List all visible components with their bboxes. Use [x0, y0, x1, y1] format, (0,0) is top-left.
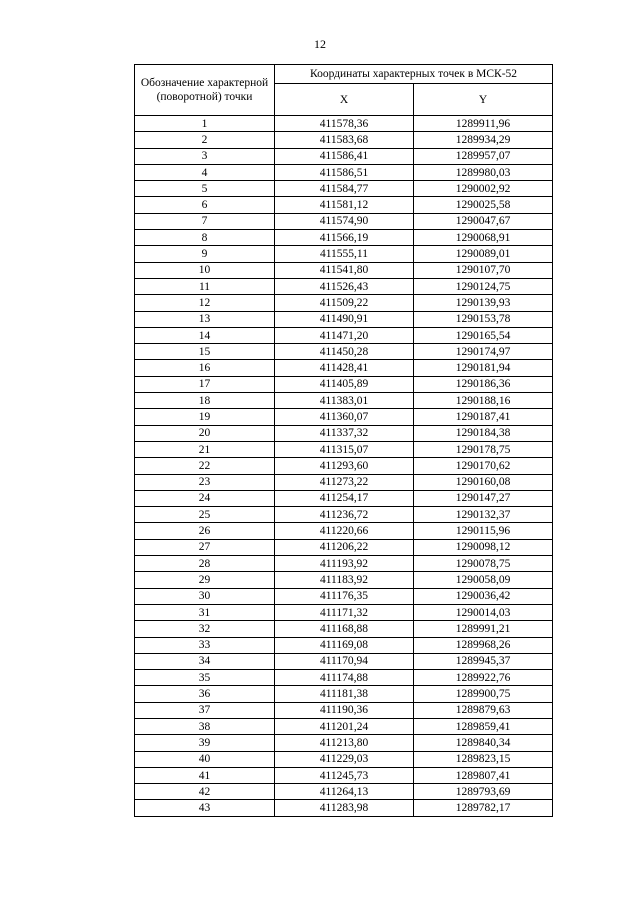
- header-y: Y: [414, 84, 553, 116]
- x-cell: 411264,13: [275, 784, 414, 800]
- table-row: [135, 490, 553, 506]
- table-row: [135, 327, 553, 343]
- point-cell: 18: [135, 393, 275, 409]
- x-cell: 411509,22: [275, 295, 414, 311]
- table-row: [135, 735, 553, 751]
- point-cell: 24: [135, 490, 275, 506]
- point-cell: 38: [135, 718, 275, 734]
- x-cell: 411428,41: [275, 360, 414, 376]
- point-cell: 43: [135, 800, 275, 816]
- point-cell: 17: [135, 376, 275, 392]
- table-row: [135, 181, 553, 197]
- x-cell: 411586,51: [275, 164, 414, 180]
- x-cell: 411583,68: [275, 132, 414, 148]
- y-cell: 1290187,41: [414, 409, 553, 425]
- y-cell: 1289934,29: [414, 132, 553, 148]
- x-cell: 411360,07: [275, 409, 414, 425]
- x-cell: 411171,32: [275, 604, 414, 620]
- table-header: [135, 65, 553, 116]
- table-row: [135, 474, 553, 490]
- x-cell: 411574,90: [275, 213, 414, 229]
- x-cell: 411170,94: [275, 653, 414, 669]
- point-cell: 31: [135, 604, 275, 620]
- point-cell: 26: [135, 523, 275, 539]
- point-cell: 3: [135, 148, 275, 164]
- x-cell: 411541,80: [275, 262, 414, 278]
- y-cell: 1290047,67: [414, 213, 553, 229]
- x-cell: 411213,80: [275, 735, 414, 751]
- y-cell: 1290124,75: [414, 278, 553, 294]
- x-cell: 411206,22: [275, 539, 414, 555]
- x-cell: 411566,19: [275, 230, 414, 246]
- header-point-designation: Обозначение характерной (поворотной) точки: [135, 65, 275, 116]
- point-cell: 28: [135, 556, 275, 572]
- x-cell: 411168,88: [275, 621, 414, 637]
- point-cell: 42: [135, 784, 275, 800]
- x-cell: 411273,22: [275, 474, 414, 490]
- point-cell: 12: [135, 295, 275, 311]
- y-cell: 1290147,27: [414, 490, 553, 506]
- x-cell: 411193,92: [275, 556, 414, 572]
- x-cell: 411405,89: [275, 376, 414, 392]
- x-cell: 411586,41: [275, 148, 414, 164]
- table-row: [135, 507, 553, 523]
- x-cell: 411526,43: [275, 278, 414, 294]
- table-row: [135, 393, 553, 409]
- x-cell: 411584,77: [275, 181, 414, 197]
- table-row: [135, 458, 553, 474]
- table-row: [135, 441, 553, 457]
- table-row: [135, 425, 553, 441]
- table-row: [135, 686, 553, 702]
- y-cell: 1290089,01: [414, 246, 553, 262]
- x-cell: 411315,07: [275, 441, 414, 457]
- table-row: [135, 523, 553, 539]
- y-cell: 1290186,36: [414, 376, 553, 392]
- x-cell: 411450,28: [275, 344, 414, 360]
- table-row: [135, 164, 553, 180]
- point-cell: 27: [135, 539, 275, 555]
- y-cell: 1290107,70: [414, 262, 553, 278]
- table-row: [135, 360, 553, 376]
- y-cell: 1290165,54: [414, 327, 553, 343]
- y-cell: 1290160,08: [414, 474, 553, 490]
- point-cell: 23: [135, 474, 275, 490]
- y-cell: 1289922,76: [414, 670, 553, 686]
- point-cell: 30: [135, 588, 275, 604]
- x-cell: 411169,08: [275, 637, 414, 653]
- point-cell: 36: [135, 686, 275, 702]
- x-cell: 411581,12: [275, 197, 414, 213]
- header-coordinates-group: Координаты характерных точек в МСК-52: [275, 65, 553, 84]
- point-cell: 25: [135, 507, 275, 523]
- point-cell: 20: [135, 425, 275, 441]
- point-cell: 15: [135, 344, 275, 360]
- point-cell: 5: [135, 181, 275, 197]
- coordinates-table: [134, 64, 553, 817]
- point-cell: 10: [135, 262, 275, 278]
- x-cell: 411176,35: [275, 588, 414, 604]
- x-cell: 411555,11: [275, 246, 414, 262]
- table-row: [135, 197, 553, 213]
- y-cell: 1289840,34: [414, 735, 553, 751]
- x-cell: 411337,32: [275, 425, 414, 441]
- x-cell: 411471,20: [275, 327, 414, 343]
- x-cell: 411201,24: [275, 718, 414, 734]
- table-row: [135, 588, 553, 604]
- point-cell: 22: [135, 458, 275, 474]
- y-cell: 1289991,21: [414, 621, 553, 637]
- table-row: [135, 670, 553, 686]
- y-cell: 1290068,91: [414, 230, 553, 246]
- header-x: X: [275, 84, 414, 116]
- table-body: [135, 116, 553, 817]
- y-cell: 1290181,94: [414, 360, 553, 376]
- point-cell: 14: [135, 327, 275, 343]
- x-cell: 411220,66: [275, 523, 414, 539]
- y-cell: 1290132,37: [414, 507, 553, 523]
- point-cell: 13: [135, 311, 275, 327]
- table-row: [135, 278, 553, 294]
- x-cell: 411181,38: [275, 686, 414, 702]
- point-cell: 8: [135, 230, 275, 246]
- point-cell: 16: [135, 360, 275, 376]
- y-cell: 1289980,03: [414, 164, 553, 180]
- y-cell: 1290014,03: [414, 604, 553, 620]
- table-row: [135, 702, 553, 718]
- y-cell: 1290025,58: [414, 197, 553, 213]
- point-cell: 32: [135, 621, 275, 637]
- x-cell: 411578,36: [275, 116, 414, 132]
- y-cell: 1289879,63: [414, 702, 553, 718]
- table-row: [135, 718, 553, 734]
- y-cell: 1289807,41: [414, 767, 553, 783]
- point-cell: 2: [135, 132, 275, 148]
- point-cell: 33: [135, 637, 275, 653]
- point-cell: 1: [135, 116, 275, 132]
- table-row: [135, 409, 553, 425]
- y-cell: 1290058,09: [414, 572, 553, 588]
- y-cell: 1289957,07: [414, 148, 553, 164]
- table-row: [135, 604, 553, 620]
- table-row: [135, 116, 553, 132]
- x-cell: 411236,72: [275, 507, 414, 523]
- y-cell: 1289782,17: [414, 800, 553, 816]
- x-cell: 411254,17: [275, 490, 414, 506]
- x-cell: 411490,91: [275, 311, 414, 327]
- x-cell: 411183,92: [275, 572, 414, 588]
- table-row: [135, 132, 553, 148]
- point-cell: 29: [135, 572, 275, 588]
- y-cell: 1290115,96: [414, 523, 553, 539]
- x-cell: 411190,36: [275, 702, 414, 718]
- table-row: [135, 246, 553, 262]
- y-cell: 1289859,41: [414, 718, 553, 734]
- table-row: [135, 800, 553, 816]
- point-cell: 35: [135, 670, 275, 686]
- table-row: [135, 376, 553, 392]
- y-cell: 1290078,75: [414, 556, 553, 572]
- point-cell: 39: [135, 735, 275, 751]
- y-cell: 1289823,15: [414, 751, 553, 767]
- point-cell: 41: [135, 767, 275, 783]
- y-cell: 1290153,78: [414, 311, 553, 327]
- x-cell: 411283,98: [275, 800, 414, 816]
- x-cell: 411245,73: [275, 767, 414, 783]
- page-number: 12: [314, 37, 326, 51]
- y-cell: 1289968,26: [414, 637, 553, 653]
- y-cell: 1290178,75: [414, 441, 553, 457]
- table-row: [135, 653, 553, 669]
- table-row: [135, 344, 553, 360]
- y-cell: 1290036,42: [414, 588, 553, 604]
- y-cell: 1289945,37: [414, 653, 553, 669]
- table-row: [135, 148, 553, 164]
- y-cell: 1290139,93: [414, 295, 553, 311]
- x-cell: 411293,60: [275, 458, 414, 474]
- x-cell: 411174,88: [275, 670, 414, 686]
- table-row: [135, 767, 553, 783]
- y-cell: 1290174,97: [414, 344, 553, 360]
- point-cell: 4: [135, 164, 275, 180]
- table-row: [135, 262, 553, 278]
- y-cell: 1290188,16: [414, 393, 553, 409]
- point-cell: 9: [135, 246, 275, 262]
- point-cell: 6: [135, 197, 275, 213]
- table-row: [135, 784, 553, 800]
- point-cell: 7: [135, 213, 275, 229]
- x-cell: 411229,03: [275, 751, 414, 767]
- table-row: [135, 621, 553, 637]
- y-cell: 1289793,69: [414, 784, 553, 800]
- y-cell: 1290098,12: [414, 539, 553, 555]
- point-cell: 11: [135, 278, 275, 294]
- point-cell: 40: [135, 751, 275, 767]
- table-row: [135, 230, 553, 246]
- point-cell: 34: [135, 653, 275, 669]
- point-cell: 19: [135, 409, 275, 425]
- x-cell: 411383,01: [275, 393, 414, 409]
- y-cell: 1290170,62: [414, 458, 553, 474]
- table-row: [135, 637, 553, 653]
- table-row: [135, 556, 553, 572]
- y-cell: 1289900,75: [414, 686, 553, 702]
- table-row: [135, 751, 553, 767]
- point-cell: 37: [135, 702, 275, 718]
- y-cell: 1289911,96: [414, 116, 553, 132]
- table-row: [135, 295, 553, 311]
- table-row: [135, 539, 553, 555]
- table-row: [135, 311, 553, 327]
- y-cell: 1290002,92: [414, 181, 553, 197]
- table-row: [135, 572, 553, 588]
- y-cell: 1290184,38: [414, 425, 553, 441]
- point-cell: 21: [135, 441, 275, 457]
- table-row: [135, 213, 553, 229]
